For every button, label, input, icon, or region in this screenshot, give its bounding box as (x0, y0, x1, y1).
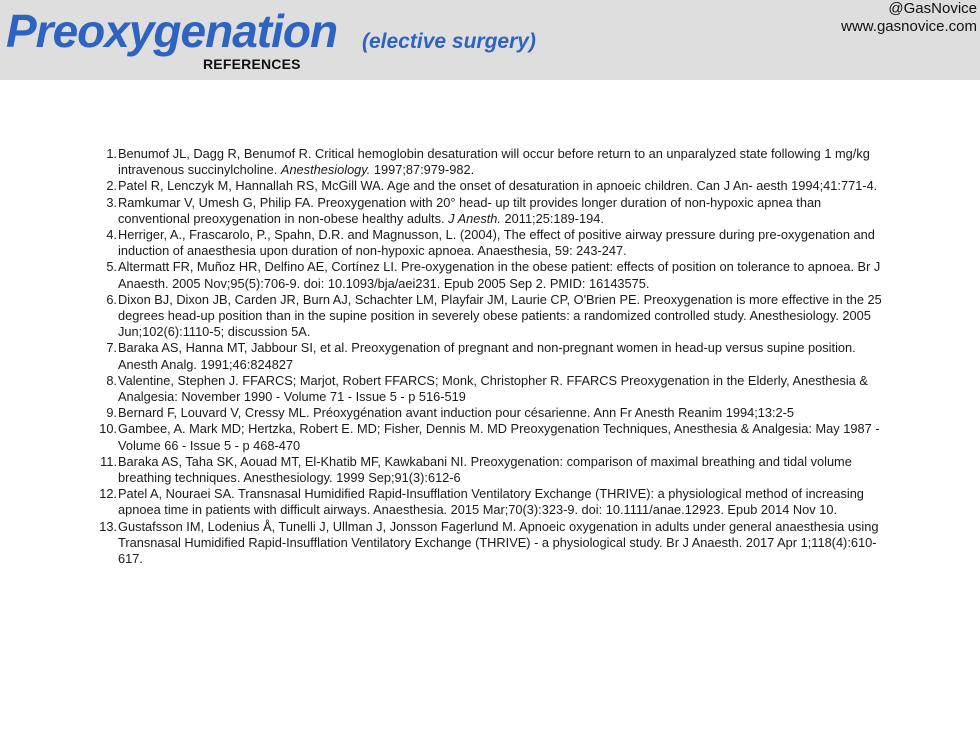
reference-text (117, 259, 886, 291)
reference-number: 4. (106, 227, 117, 243)
reference-item (96, 195, 886, 227)
reference-number: 10. (99, 421, 117, 437)
reference-citation: Bernard F, Louvard V, Cressy ML. Préoxygénation avant induction pour césarienne. Ann Fr Anesth Reanim 1994;13:2-5 (118, 405, 795, 421)
reference-number: 9. (106, 405, 117, 421)
reference-text (117, 486, 886, 518)
reference-number: 11. (100, 453, 117, 469)
reference-number: 13. (99, 518, 117, 534)
header-bar (0, 0, 980, 80)
reference-item (96, 259, 886, 291)
reference-number: 8. (106, 372, 117, 388)
reference-text (117, 373, 886, 405)
reference-text (117, 292, 886, 341)
reference-list (96, 146, 886, 567)
reference-item (96, 227, 886, 259)
reference-number: 7. (106, 340, 117, 356)
reference-citation: Ramkumar V, Umesh G, Philip FA. Preoxygenation with 20° head- up tilt provides longer duration of non-hypoxic apnea than conventional preoxygenation in non-obese healthy adults. (118, 194, 822, 226)
reference-text (117, 227, 886, 259)
reference-text (117, 178, 886, 194)
reference-citation: Herriger, A., Frascarolo, P., Spahn, D.R. and Magnusson, L. (2004), The effect of positive airway pressure during pre-oxygenation and induction of anaesthesia upon duration of non-hypoxic apnoea. Anaesthesia, 59: 243-247. (118, 227, 875, 259)
reference-text (117, 421, 886, 453)
reference-item (96, 340, 886, 372)
reference-number: 3. (106, 194, 117, 210)
reference-number: 1. (106, 146, 117, 161)
reference-citation-tail: 2011;25:189-194. (500, 210, 604, 226)
reference-number: 12. (99, 486, 117, 502)
reference-citation: Dixon BJ, Dixon JB, Carden JR, Burn AJ, Schachter LM, Playfair JM, Laurie CP, O'Brien PE. Preoxygenation is more effective in the 25 degrees head-up position than in the supine position in severely obese patients: a randomized controlled study. Anesthesiology. 2005 Jun;102(6):1110-5; discussion 5A. (118, 291, 882, 340)
reference-number: 5. (106, 259, 117, 275)
reference-number: 6. (106, 291, 117, 307)
reference-citation: Baraka AS, Hanna MT, Jabbour SI, et al. Preoxygenation of pregnant and non-pregnant women in head-up versus supine position. Anesth Analg. 1991;46:824827 (118, 340, 856, 372)
reference-citation: Gustafsson IM, Lodenius Å, Tunelli J, Ullman J, Jonsson Fagerlund M. Apnoeic oxygenation in adults under general anaesthesia using Transnasal Humidified Rapid-Insufflation Ventilatory Exchange (THRIVE) - a physiological study. Br J Anaesth. 2017 Apr 1;118(4):610-617. (118, 518, 879, 567)
reference-text (117, 405, 886, 421)
reference-journal: Anesthesiology. (280, 162, 371, 178)
reference-item (96, 292, 886, 341)
reference-citation: Gambee, A. Mark MD; Hertzka, Robert E. MD; Fisher, Dennis M. MD Preoxygenation Techniques, Anesthesia & Analgesia: May 1987 - Volume 66 - Issue 5 - p 468-470 (118, 421, 880, 453)
reference-item (96, 421, 886, 453)
reference-item (96, 373, 886, 405)
reference-item (96, 486, 886, 518)
reference-number: 2. (106, 178, 117, 194)
reference-item (96, 405, 886, 421)
website-url: www.gasnovice.com (841, 18, 977, 35)
reference-citation: Benumof JL, Dagg R, Benumof R. Critical hemoglobin desaturation will occur before return to an unparalyzed state following 1 mg/kg intravenous succinylcholine. (118, 146, 870, 178)
reference-text (117, 454, 886, 486)
reference-item (96, 519, 886, 568)
reference-text (117, 146, 886, 178)
reference-text (117, 195, 886, 227)
reference-citation: Patel A, Nouraei SA. Transnasal Humidified Rapid-Insufflation Ventilatory Exchange (THRIVE): a physiological method of increasing apnoea time in patients with difficult airways. Anaesthesia. 2015 Mar;70(3):323-9. doi: 10.1111/anae.12923. Epub 2014 Nov 10. (118, 486, 864, 518)
social-handle: @GasNovice (888, 0, 977, 17)
reference-journal: J Anesth. (448, 210, 501, 226)
reference-citation: Patel R, Lenczyk M, Hannallah RS, McGill WA. Age and the onset of desaturation in apnoeic children. Can J An- aesth 1994;41:771-4. (118, 178, 878, 194)
reference-citation-tail: 1997;87:979-982. (370, 162, 475, 178)
reference-citation: Baraka AS, Taha SK, Aouad MT, El-Khatib MF, Kawkabani NI. Preoxygenation: comparison of maximal breathing and tidal volume breathing techniques. Anesthesiology. 1999 Sep;91(3):612-6 (118, 453, 852, 486)
reference-item (96, 454, 886, 486)
reference-item (96, 178, 886, 194)
reference-citation: Valentine, Stephen J. FFARCS; Marjot, Robert FFARCS; Monk, Christopher R. FFARCS Preoxygenation in the Elderly, Anesthesia & Analgesia: November 1990 - Volume 71 - Issue 5 - p 516-519 (118, 372, 868, 405)
page-title: Preoxygenation (6, 5, 338, 57)
section-heading: REFERENCES (203, 56, 301, 72)
reference-text (117, 340, 886, 372)
reference-citation: Altermatt FR, Muñoz HR, Delfino AE, Cortínez LI. Pre-oxygenation in the obese patient: effects of position on tolerance to apnoea. Br J Anaesth. 2005 Nov;95(5):706-9. doi: 10.1093/bja/aei231. Epub 2005 Sep 2. PMID: 16143575. (118, 259, 881, 291)
reference-text (117, 519, 886, 568)
page-subtitle: (elective surgery) (362, 30, 536, 53)
reference-item (96, 146, 886, 178)
